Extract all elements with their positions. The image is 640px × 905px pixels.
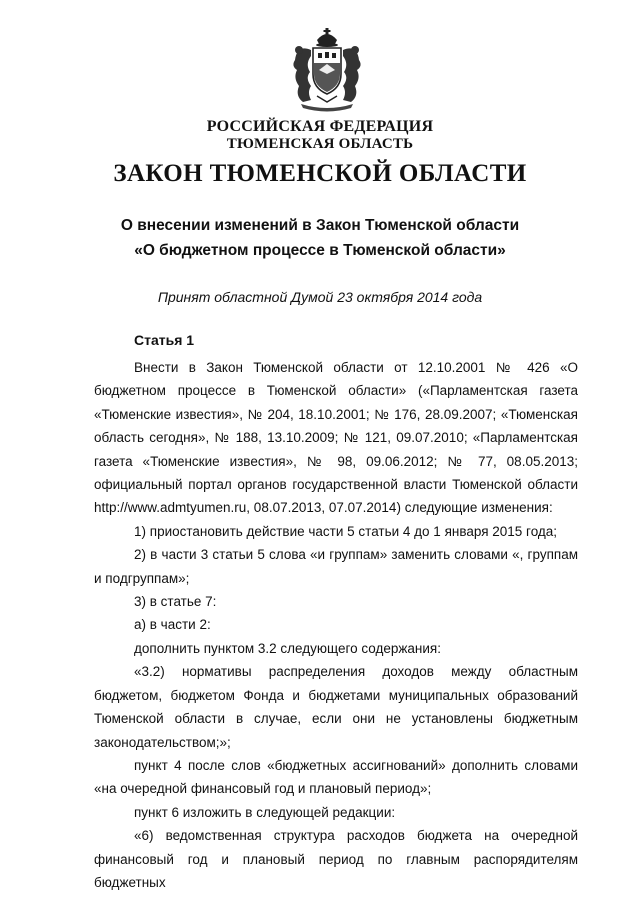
article-paragraph: «6) ведомственная структура расходов бюджета на очередной финансовый год и плановый период по главным распорядителям бюджетных (94, 828, 578, 890)
country-heading: РОССИЙСКАЯ ФЕДЕРАЦИЯ (206, 118, 434, 135)
region-heading: ТЮМЕНСКАЯ ОБЛАСТЬ (226, 136, 414, 152)
article-title: Статья 1 (134, 332, 195, 348)
adoption-note: Принят областной Думой 23 октября 2014 года (157, 289, 483, 305)
law-title: ЗАКОН ТЮМЕНСКОЙ ОБЛАСТИ (113, 160, 527, 187)
article-paragraph: дополнить пунктом 3.2 следующего содержания: (134, 640, 441, 656)
subject-line-2: «О бюджетном процессе в Тюменской области» (134, 242, 506, 259)
article-body (94, 356, 578, 894)
coat-of-arms-emblem (283, 26, 371, 112)
article-paragraph: 2) в части 3 статьи 5 слова «и группам» заменить словами «, группам и подгруппам»; (94, 547, 578, 586)
article-paragraph: пункт 4 после слов «бюджетных ассигнований» дополнить словами «на очередной финансовый год и плановый период»; (94, 757, 578, 797)
subject-line-1: О внесении изменений в Закон Тюменской области (120, 217, 520, 234)
article-paragraph: 3) в статье 7: (134, 594, 217, 610)
article-paragraph: 1) приостановить действие части 5 статьи 4 до 1 января 2015 года; (134, 523, 558, 539)
article-paragraph: Внести в Закон Тюменской области от 12.10.2001 № 426 «О бюджетном процессе в Тюменской области» («Парламентская газета «Тюменские известия», № 204, 18.10.2001; № 176, 28.09.2007; «Тюменская область сегодня», № 188, 13.10.2009; № 121, 09.07.2010; «Парламентская газета «Тюменские известия», № 98, 09.06.2012; № 77, 08.05.2013; официальный портал органов государственной власти Тюменской области http://www.admtyumen.ru, 08.07.2013, 07.07.2014) следующие изменения: (94, 360, 578, 516)
article-paragraph: пункт 6 изложить в следующей редакции: (134, 804, 396, 820)
article-paragraph: а) в части 2: (134, 617, 211, 633)
article-paragraph: «3.2) нормативы распределения доходов между областным бюджетом, бюджетом Фонда и бюджетами муниципальных образований Тюменской области в случае, если они не установлены бюджетным законодательством;»; (94, 664, 578, 750)
